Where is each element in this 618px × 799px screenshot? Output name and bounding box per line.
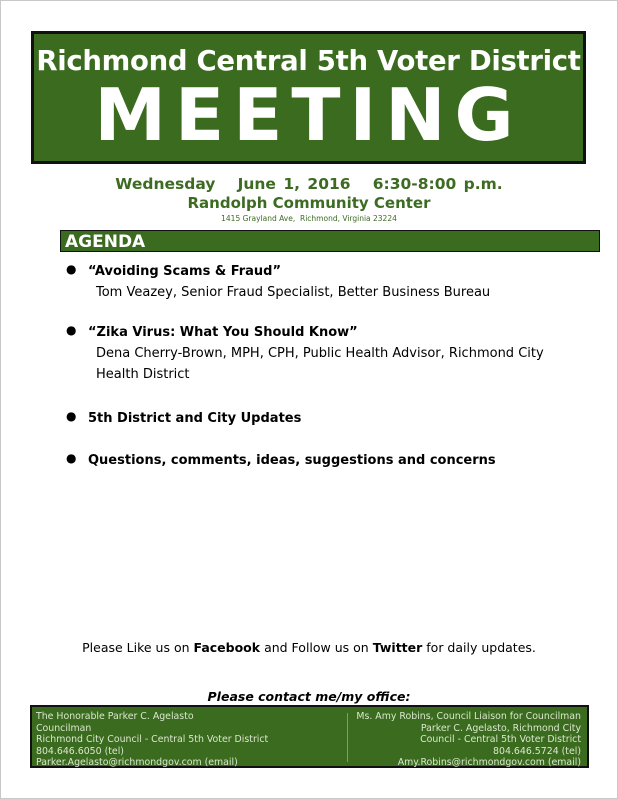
- agenda-item: [64, 451, 584, 471]
- contact-email: Amy.Robins@richmondgov.com (email): [397, 757, 581, 768]
- contact-line: The Honorable Parker C. Agelasto: [36, 711, 194, 722]
- event-venue: Randolph Community Center: [187, 194, 431, 212]
- contact-line: Ms. Amy Robins, Council Liaison for Councilman: [356, 711, 581, 722]
- agenda-header: [60, 230, 600, 252]
- event-address: 1415 Grayland Ave, Richmond, Virginia 23224: [221, 214, 397, 223]
- social-message: [0, 640, 618, 655]
- bullet-icon: ●: [66, 323, 77, 337]
- contact-footer: [30, 705, 589, 768]
- agenda-list: [64, 262, 584, 471]
- event-date-time: Wednesday June 1, 2016 6:30-8:00 p.m.: [115, 175, 503, 193]
- contact-right: [356, 711, 581, 769]
- agenda-item-detail: Dena Cherry-Brown, MPH, CPH, Public Health Advisor, Richmond City Health District: [96, 346, 544, 382]
- bullet-icon: ●: [66, 451, 77, 465]
- bullet-icon: ●: [66, 262, 77, 276]
- agenda-label: AGENDA: [65, 232, 146, 252]
- social-text: and Follow us on: [260, 640, 373, 655]
- contact-line: Richmond City Council - Central 5th Voter District: [36, 734, 269, 745]
- bullet-icon: ●: [66, 409, 77, 423]
- meeting-banner: [31, 31, 586, 164]
- social-text: Please Like us on: [82, 640, 194, 655]
- banner-title: Richmond Central 5th Voter District: [36, 45, 581, 77]
- agenda-item-title: 5th District and City Updates: [88, 411, 302, 426]
- agenda-item-title: Questions, comments, ideas, suggestions and concerns: [88, 453, 496, 468]
- contact-left: [36, 711, 268, 769]
- twitter-label: Twitter: [372, 640, 423, 655]
- contact-phone: 804.646.6050 (tel): [36, 745, 124, 757]
- facebook-label: Facebook: [193, 640, 261, 655]
- footer-divider: [347, 713, 348, 762]
- agenda-item-title: “Avoiding Scams & Fraud”: [88, 264, 282, 279]
- contact-email: Parker.Agelasto@richmondgov.com (email): [36, 757, 238, 768]
- social-text: for daily updates.: [422, 640, 536, 655]
- agenda-item-detail: Tom Veazey, Senior Fraud Specialist, Better Business Bureau: [96, 285, 491, 300]
- contact-phone: 804.646.5724 (tel): [493, 745, 581, 757]
- contact-line: Councilman: [36, 722, 92, 734]
- contact-line: Council - Central 5th Voter District: [420, 734, 581, 745]
- agenda-item: [64, 262, 584, 303]
- agenda-item-title: “Zika Virus: What You Should Know”: [88, 325, 358, 340]
- agenda-item: [64, 409, 584, 429]
- banner-headline: MEETING: [94, 73, 523, 157]
- contact-line: Parker C. Agelasto, Richmond City: [420, 722, 581, 734]
- agenda-item: [64, 323, 584, 385]
- contact-heading: Please contact me/my office:: [207, 689, 411, 704]
